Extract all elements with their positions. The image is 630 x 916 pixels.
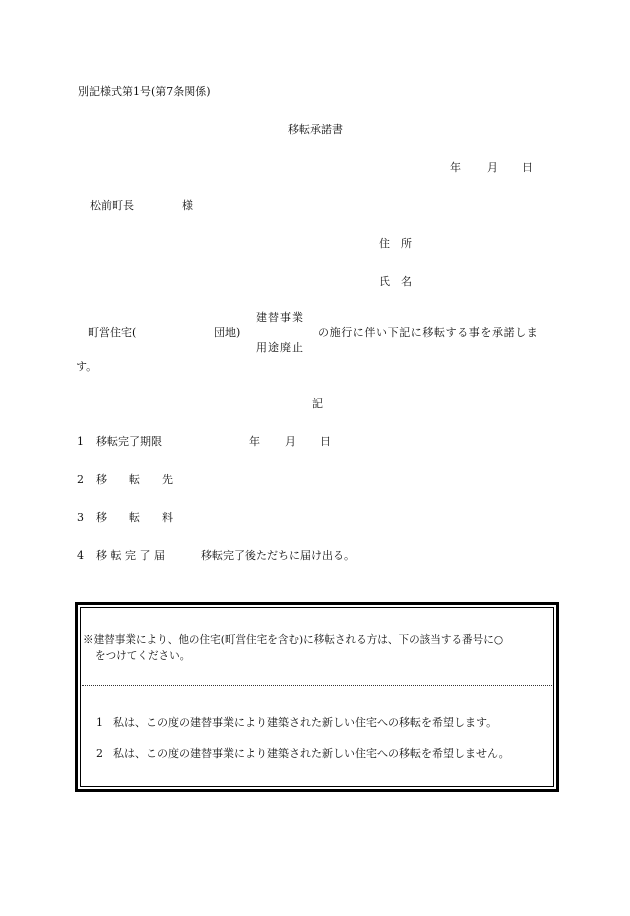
deadline-year-label: 年: [249, 435, 260, 448]
body-sentence-end: す。: [76, 360, 98, 373]
addressee-honorific: 様: [182, 199, 193, 212]
body-sentence: の施行に伴い下記に移転する事を承諾しま: [318, 326, 539, 339]
date-year-label: 年: [450, 161, 461, 174]
form-number: 別記様式第1号(第7条関係): [78, 85, 211, 98]
dotted-divider: [82, 685, 552, 686]
option-abolish: 用途廃止: [256, 341, 304, 354]
deadline-month-label: 月: [285, 435, 296, 448]
item-number: 4: [77, 549, 84, 562]
item-label: 移 転 先: [96, 473, 173, 486]
option-number: 2: [96, 747, 103, 760]
document-title: 移転承諾書: [288, 123, 343, 136]
housing-suffix: 団地): [214, 326, 241, 339]
notice-box: [75, 602, 559, 792]
deadline-day-label: 日: [320, 435, 331, 448]
item-label: 移 転 料: [96, 511, 173, 524]
item-label: 移 転 完 了 届: [96, 549, 165, 562]
name-label: 氏 名: [379, 275, 412, 288]
item-number: 1: [77, 435, 84, 448]
ki-heading: 記: [312, 397, 323, 410]
housing-prefix: 町営住宅(: [88, 326, 137, 339]
notice-text-line2: をつけてください。: [95, 650, 191, 662]
addressee-name: 松前町長: [90, 199, 134, 212]
date-day-label: 日: [522, 161, 533, 174]
option-number: 1: [96, 716, 103, 729]
item-number: 3: [77, 511, 84, 524]
option-text: 私は、この度の建替事業により建築された新しい住宅への移転を希望しません。: [113, 747, 510, 760]
address-label: 住 所: [379, 237, 412, 250]
item-number: 2: [77, 473, 84, 486]
item-value: 移転完了後ただちに届け出る。: [201, 549, 355, 562]
date-month-label: 月: [487, 161, 498, 174]
option-text: 私は、この度の建替事業により建築された新しい住宅への移転を希望します。: [113, 716, 498, 729]
option-rebuild: 建替事業: [256, 311, 304, 324]
item-label: 移転完了期限: [96, 435, 162, 448]
notice-text-line1: ※建替事業により、他の住宅(町営住宅を含む)に移転される方は、下の該当する番号に○: [83, 634, 504, 646]
